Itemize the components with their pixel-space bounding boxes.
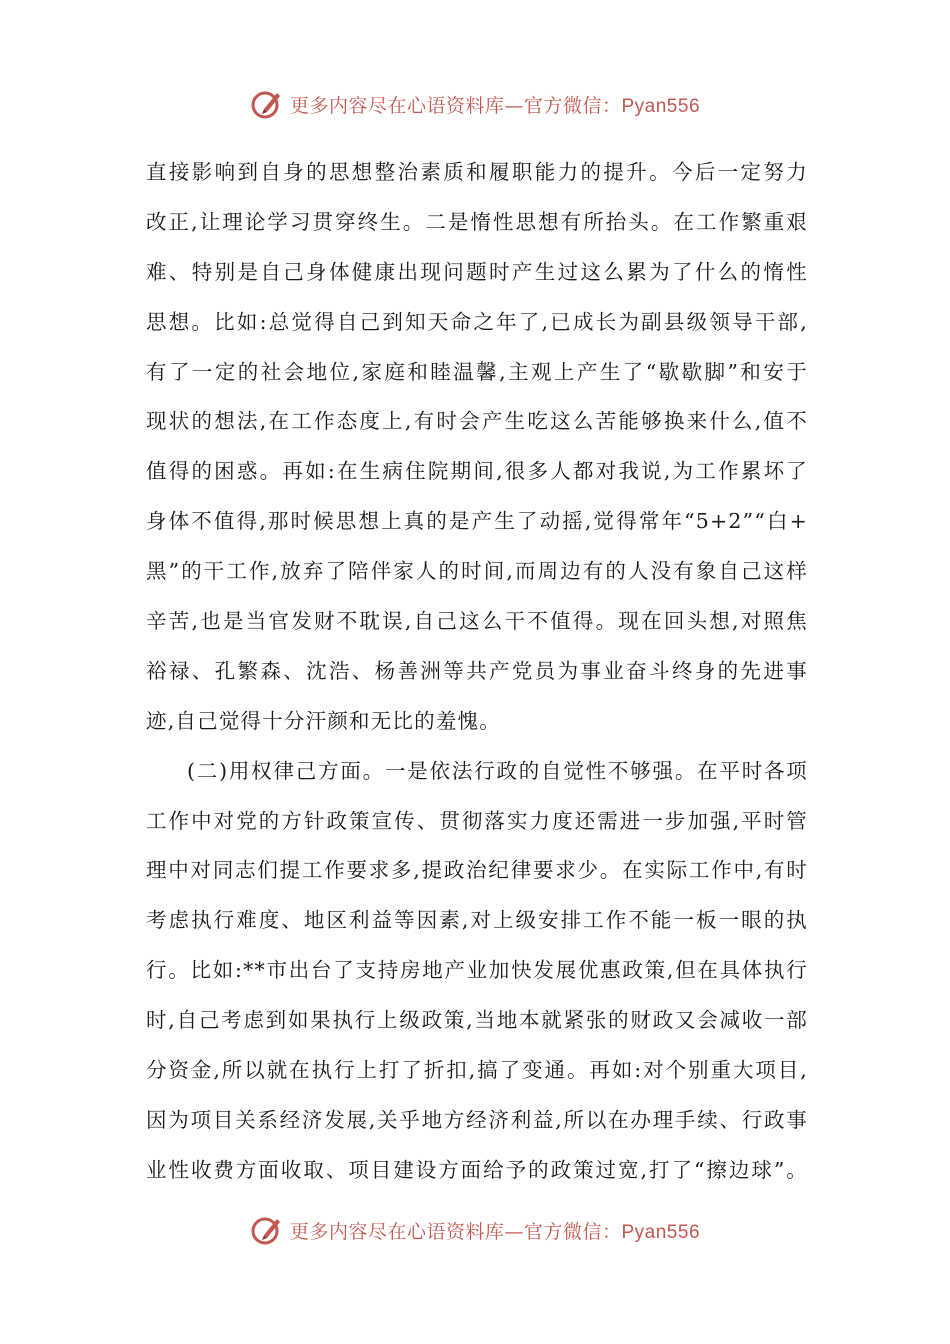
text-line: 分资金,所以就在执行上打了折扣,搞了变通。再如:对个别重大项目, [146,1058,808,1083]
text-line: 直接影响到自身的思想整治素质和履职能力的提升。今后一定努力 [146,160,808,184]
text-line: 迹,自己觉得十分汗颜和无比的羞愧。 [146,708,501,733]
header-banner [0,84,950,124]
footer-banner [0,1210,950,1250]
text-line: 行。比如:**市出台了支持房地产业加快发展优惠政策,但在具体执行 [146,958,808,983]
text-line: 有了一定的社会地位,家庭和睦温馨,主观上产生了“歇歇脚”和安于 [146,359,808,384]
text-line: 思想。比如:总觉得自己到知天命之年了,已成长为副县级领导干部, [146,309,808,334]
text-line: 理中对同志们提工作要求多,提政治纪律要求少。在实际工作中,有时 [146,858,808,883]
paragraph [146,148,808,747]
pen-circle-logo-icon [250,87,284,121]
text-line: 辛苦,也是当官发财不耽误,自己这么干不值得。现在回头想,对照焦 [146,609,808,634]
footer-banner-inner [250,1213,700,1247]
text-line: 时,自己考虑到如果执行上级政策,当地本就紧张的财政又会减收一部 [146,1008,808,1033]
pen-circle-logo-icon [250,1213,284,1247]
paragraph [146,747,808,1196]
text-line: 黑”的干工作,放弃了陪伴家人的时间,而周边有的人没有象自己这样 [146,559,808,584]
wechat-id: Pyan556 [621,95,701,117]
header-banner-text: 更多内容尽在心语资料库—官方微信：Pyan556 [289,94,701,117]
text-line: 难、特别是自己身体健康出现问题时产生过这么累为了什么的惰性 [146,259,808,284]
text-line: 现状的想法,在工作态度上,有时会产生吃这么苦能够换来什么,值不 [146,409,808,434]
document-body [146,148,808,1196]
text-line: 工作中对党的方针政策宣传、贯彻落实力度还需进一步加强,平时管 [146,808,808,833]
text-line: 业性收费方面收取、项目建设方面给予的政策过宽,打了“擦边球”。 [146,1157,808,1182]
text-line: 考虑执行难度、地区利益等因素,对上级安排工作不能一板一眼的执 [146,908,808,933]
text-line: 改正,让理论学习贯穿终生。二是惰性思想有所抬头。在工作繁重艰 [146,209,808,234]
wechat-id: Pyan556 [621,1221,701,1243]
header-banner-inner [250,87,700,121]
text-line: 身体不值得,那时候思想上真的是产生了动摇,觉得常年“5+2”“白+ [146,509,808,534]
text-line: 值得的困惑。再如:在生病住院期间,很多人都对我说,为工作累坏了 [146,459,808,484]
text-line: (二)用权律己方面。一是依法行政的自觉性不够强。在平时各项 [187,758,808,783]
footer-banner-text: 更多内容尽在心语资料库—官方微信：Pyan556 [289,1220,701,1243]
text-line: 因为项目关系经济发展,关乎地方经济利益,所以在办理手续、行政事 [146,1107,808,1132]
text-line: 裕禄、孔繁森、沈浩、杨善洲等共产党员为事业奋斗终身的先进事 [146,658,808,683]
